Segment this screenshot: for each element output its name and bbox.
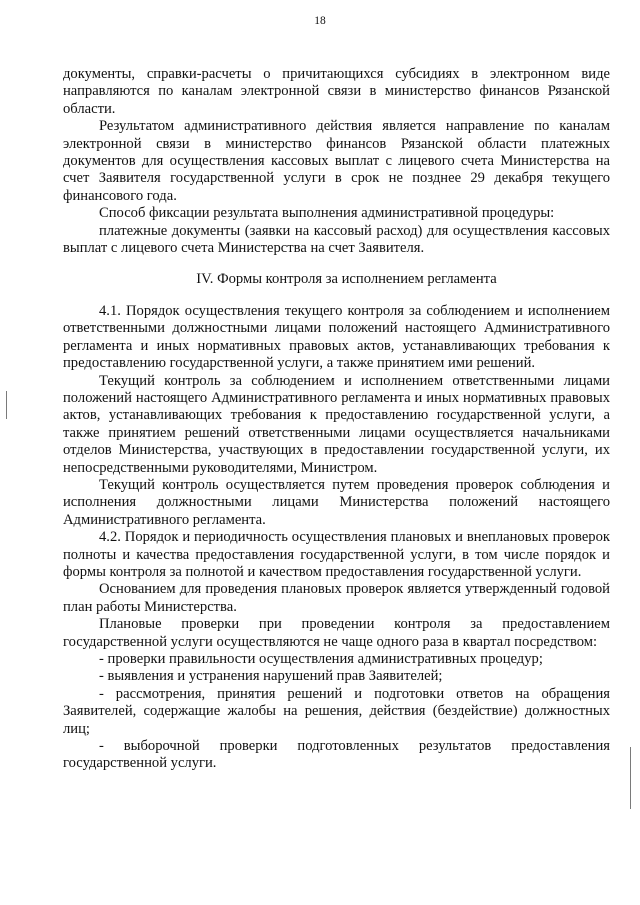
list-item-appeals: - рассмотрения, принятия решений и подготовки ответов на обращения Заявителей, содержащие жалобы на решения, действия (бездействие) должностных лиц; (63, 685, 610, 737)
scan-edge-mark-left (6, 391, 7, 419)
paragraph-subsidy-documents: документы, справки-расчеты о причитающихся субсидиях в электронном виде направляются по каналам электронной связи в министерство финансов Рязанской области. (63, 66, 610, 117)
paragraph-current-control: Текущий контроль за соблюдением и исполнением ответственными лицами положений настоящего Административного регламента и иных нормативных правовых актов, устанавливающих требования к предоставлению государственной услуги, а также принятием решений ответственными лицами осуществляется начальниками отделов Министерства, участвующих в предоставлении государственной услуги, их непосредственными руководителями, Министром. (63, 372, 610, 476)
page-number: 18 (314, 15, 326, 27)
paragraph-fixation-method: Способ фиксации результата выполнения административной процедуры: (99, 205, 555, 222)
list-item-violations: - выявления и устранения нарушений прав Заявителей; (99, 668, 443, 685)
paragraph-4-2: 4.2. Порядок и периодичность осуществления плановых и внеплановых проверок полноты и качества предоставления государственной услуги, в том числе порядок и формы контроля за полнотой и качеством предоставления государственной услуги. (63, 529, 610, 580)
paragraph-4-1: 4.1. Порядок осуществления текущего контроля за соблюдением и исполнением ответственными должностными лицами положений настоящего Административного регламента и иных нормативных правовых актов, устанавливающих требования к предоставлению государственной услуги, а также принятием ими решений. (63, 302, 610, 372)
paragraph-planned-checks: Плановые проверки при проведении контроля за предоставлением государственной услуги осуществляются не чаще одного раза в квартал посредством: (63, 616, 610, 650)
paragraph-planned-basis: Основанием для проведения плановых проверок является утвержденный годовой план работы Министерства. (63, 581, 610, 615)
list-item-selective-check: - выборочной проверки подготовленных результатов предоставления государственной услуги. (63, 738, 610, 772)
list-item-procedures: - проверки правильности осуществления административных процедур; (99, 651, 543, 667)
paragraph-control-checks: Текущий контроль осуществляется путем проведения проверок соблюдения и исполнения должностными лицами Министерства положений настоящего Административного регламента. (63, 476, 610, 528)
section-heading: IV. Формы контроля за исполнением регламента (196, 271, 497, 288)
scan-edge-mark-right (630, 747, 631, 809)
paragraph-payment-documents: платежные документы (заявки на кассовый расход) для осуществления кассовых выплат с лицевого счета Министерства на счет Заявителя. (63, 222, 610, 257)
paragraph-result-of-action: Результатом административного действия является направление по каналам электронной связи в министерство финансов Рязанской области платежных документов для осуществления кассовых выплат с лицевого счета Министерства на счет Заявителя государственной услуги в срок не позднее 29 декабря текущего финансового года. (63, 118, 610, 204)
document-body (63, 66, 610, 773)
